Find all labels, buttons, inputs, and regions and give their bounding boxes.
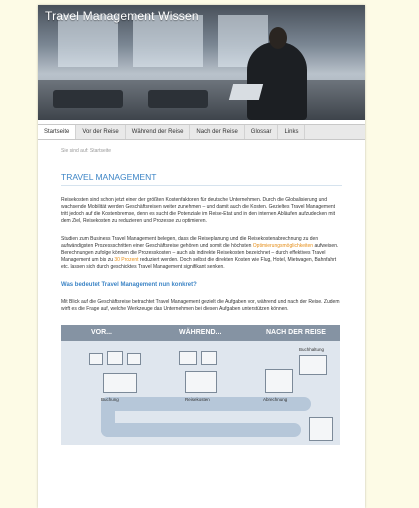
label-buchung: Buchung bbox=[101, 397, 119, 402]
page-title: TRAVEL MANAGEMENT bbox=[61, 172, 342, 186]
documents-icon bbox=[185, 371, 217, 393]
seat-row bbox=[53, 90, 123, 108]
laptop-icon bbox=[201, 351, 217, 365]
header-banner bbox=[38, 5, 365, 120]
prozent-link[interactable]: 30 Prozent bbox=[114, 257, 139, 263]
diagram-heading-nach: NACH DER REISE bbox=[266, 329, 326, 336]
traveler-figure bbox=[247, 42, 307, 120]
paragraph-text: reduziert werden. Doch selbst die direkten Kosten wie Flug, Hotel, Mietwagen, Bahnfahrt etc. lassen sich durch geschicktes Travel Management signifikant senken. bbox=[61, 257, 337, 270]
traveler-head bbox=[269, 27, 287, 49]
ticket-icon bbox=[89, 353, 103, 365]
diagram-heading-vor: VOR... bbox=[91, 329, 113, 336]
breadcrumb: Sie sind auf: Startseite bbox=[61, 148, 112, 154]
nav-item-glossar[interactable]: Glossar bbox=[245, 125, 279, 139]
laptop-icon bbox=[229, 84, 263, 100]
main-nav bbox=[38, 124, 365, 140]
archive-icon bbox=[309, 417, 333, 441]
nav-item-waehrend-der-reise[interactable]: Während der Reise bbox=[126, 125, 191, 139]
car-icon bbox=[127, 353, 141, 365]
paragraph-text: aufweisen. Berechnungen zufolge können die Prozesskosten – auch als indirekte Reisekosten bezeichnet – durch effektives Travel Management um bis zu bbox=[61, 243, 339, 263]
nav-item-links[interactable]: Links bbox=[278, 125, 305, 139]
label-reisekosten: Reisekosten bbox=[185, 397, 210, 402]
paragraph-text: Studien zum Business Travel Management belegen, dass die Reiseplanung und die Reisekostenabrechnung zu den aufwändigsten Prozessschritten einer Geschäftsreise gehören und somit die höchsten bbox=[61, 236, 319, 249]
label-abrechnung: Abrechnung bbox=[263, 397, 288, 402]
flow-band bbox=[101, 397, 115, 437]
plane-icon bbox=[107, 351, 123, 365]
flow-band bbox=[101, 423, 301, 437]
optimierung-link[interactable]: Optimierungsmöglichkeiten bbox=[252, 243, 314, 249]
seat-row bbox=[148, 90, 208, 108]
desk-icon bbox=[265, 369, 293, 393]
nav-item-startseite[interactable]: Startseite bbox=[38, 125, 76, 139]
diagram-heading-waehrend: WÄHREND... bbox=[179, 329, 222, 336]
process-diagram bbox=[61, 325, 340, 445]
page bbox=[38, 5, 365, 508]
nav-item-vor-der-reise[interactable]: Vor der Reise bbox=[76, 125, 125, 139]
intro-paragraph: Reisekosten sind schon jetzt einer der größten Kostenfaktoren für deutsche Unternehmen. Durch die Globalisierung und wachsende Mobilität werden Geschäftsreisen weiter zunehmen – und damit auch die Kosten. Gezieltes Travel Management tritt jedoch auf die Kostenbremse, denn es sucht die Potenziale im Reise-Etat und in den internen Abläufen aufzudecken mit dem Ziel, Reisekosten zu reduzieren und Prozesse zu optimieren. bbox=[61, 197, 336, 224]
subheading: Was bedeutet Travel Management nun konkret? bbox=[61, 282, 197, 288]
studies-paragraph bbox=[61, 236, 342, 271]
office-icon bbox=[299, 355, 327, 375]
label-buchhaltung: Buchhaltung bbox=[299, 347, 325, 352]
receipt-icon bbox=[179, 351, 197, 365]
main-content bbox=[38, 148, 365, 445]
nav-item-nach-der-reise[interactable]: Nach der Reise bbox=[190, 125, 244, 139]
overview-paragraph: Mit Blick auf die Geschäftsreise betrachtet Travel Management gezielt die Aufgaben vor, während und nach der Reise. Zudem wirft es die Frage auf, welche Werkzeuge das Unternehmen bei diesen Aufgaben unterstützen können. bbox=[61, 299, 340, 312]
computer-icon bbox=[103, 373, 137, 393]
site-title[interactable]: Travel Management Wissen bbox=[45, 9, 199, 23]
